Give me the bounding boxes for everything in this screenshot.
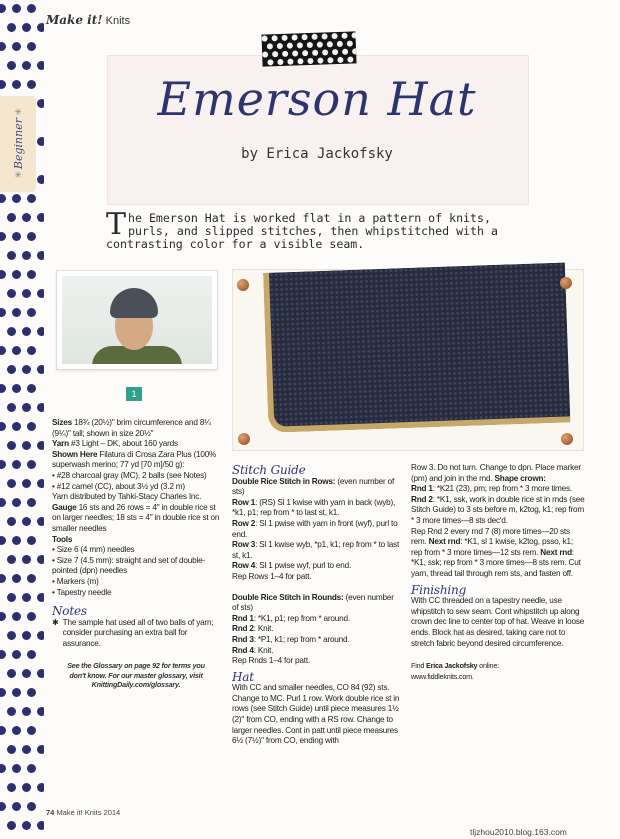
- dot: [0, 802, 6, 811]
- hat-heading: Hat: [232, 669, 254, 684]
- tape-dot: [337, 41, 343, 47]
- dot: [7, 251, 16, 260]
- dot: [37, 251, 44, 260]
- dot: [22, 707, 31, 716]
- pin-icon: [561, 433, 573, 445]
- page-number: 74: [46, 808, 55, 817]
- note-text: The sample hat used all of two balls of yarn; consider purchasing an extra ball for assurance.: [62, 617, 214, 648]
- dot: [0, 460, 6, 469]
- row-instruction: Row 2: Sl 1 pwise with yarn in front (wyf), purl to end.: [232, 518, 398, 539]
- designer-photo-frame: [56, 270, 218, 370]
- dot: [27, 346, 36, 355]
- dot: [37, 403, 44, 412]
- yarn-color-cc: • #12 camel (CC), about 3½ yd (3.2 m): [52, 481, 185, 491]
- dot: [22, 669, 31, 678]
- dot: [37, 213, 44, 222]
- dot: [37, 327, 44, 336]
- round-instruction: Rnd 3: *P1, k1; rep from * around.: [232, 634, 350, 644]
- tape-dot: [332, 49, 338, 55]
- dot: [27, 4, 36, 13]
- drop-cap: T: [106, 207, 127, 242]
- dot: [7, 669, 16, 678]
- dot: [7, 441, 16, 450]
- dot: [12, 802, 21, 811]
- pin-icon: [237, 279, 249, 291]
- round-instruction: Rnd 1: *K1, p1; rep from * around.: [232, 613, 350, 623]
- dot: [22, 213, 31, 222]
- tape-dot: [301, 34, 307, 40]
- tape-dot: [287, 43, 293, 49]
- crown-column: [411, 463, 585, 682]
- dot: [22, 821, 31, 830]
- dot: [0, 194, 6, 203]
- dot: [0, 764, 6, 773]
- dot: [22, 479, 31, 488]
- dot: [0, 384, 6, 393]
- dot: [37, 593, 44, 602]
- crown-decrease: Rep Rnd 2 every rnd 7 (8) more times—20 sts rem. Next rnd: *K1, sl 1 kwise, k2tog, psso, k1; rep from * 3 more times—12 sts rem. Next rnd: *K1, ssk; rep from * 3 more times—8 sts rem. Cut yarn, thread tail through rem sts, and fasten off.: [411, 526, 581, 578]
- dot: [22, 251, 31, 260]
- dot: [37, 745, 44, 754]
- author-byline: by Erica Jackofsky: [241, 146, 393, 162]
- designer-link: Find Erica Jackofsky online:: [411, 661, 499, 671]
- dot: [22, 517, 31, 526]
- designer-photo: [62, 276, 212, 364]
- dot: [37, 783, 44, 792]
- dot: [7, 821, 16, 830]
- tape-dot: [281, 35, 287, 41]
- rounds-title: Double Rice Stitch in Rounds: (even number of sts): [232, 592, 394, 613]
- tape-dot: [331, 33, 337, 39]
- dot: [12, 346, 21, 355]
- dot: [27, 384, 36, 393]
- dot: [22, 783, 31, 792]
- tape-dot: [311, 34, 317, 40]
- tool-item: • Size 6 (4 mm) needles: [52, 545, 135, 555]
- dot: [0, 270, 6, 279]
- dot: [22, 23, 31, 32]
- tape-dot: [327, 41, 333, 47]
- tape-dot: [341, 33, 347, 39]
- dot: [12, 232, 21, 241]
- difficulty-tab: [0, 96, 36, 192]
- spec-yarn: Yarn #3 Light – DK, about 160 yards: [52, 439, 178, 449]
- tool-item: • Size 7 (4.5 mm): straight and set of double-pointed (dpn) needles: [52, 555, 205, 576]
- tool-item: • Markers (m): [52, 576, 99, 586]
- tape-dot: [342, 49, 348, 55]
- dot: [22, 631, 31, 640]
- dot: [37, 61, 44, 70]
- dot: [0, 80, 6, 89]
- intro-paragraph: [106, 207, 506, 251]
- dot: [12, 726, 21, 735]
- dot: [27, 194, 36, 203]
- tape-dot: [322, 49, 328, 55]
- dot: [22, 555, 31, 564]
- yarn-color-mc: • #28 charcoal gray (MC), 2 balls (see Notes): [52, 470, 207, 480]
- section-name: Knits: [105, 15, 131, 27]
- note-item: [52, 618, 220, 650]
- dot: [22, 745, 31, 754]
- tape-dot: [277, 59, 283, 65]
- dot: [27, 270, 36, 279]
- dot: [27, 612, 36, 621]
- round-instruction: Rnd 1: *K21 (23), pm; rep from * 3 more times.: [411, 484, 572, 494]
- tools-label: Tools: [52, 534, 73, 544]
- dot: [37, 365, 44, 374]
- dot: [27, 232, 36, 241]
- dot: [7, 403, 16, 412]
- dot: [27, 802, 36, 811]
- dot: [12, 688, 21, 697]
- dot: [22, 289, 31, 298]
- dot: [37, 631, 44, 640]
- stitch-guide-column: [232, 461, 400, 747]
- dot: [12, 612, 21, 621]
- tape-dot: [291, 34, 297, 40]
- spec-shown-here: Shown Here Filatura di Crosa Zara Plus (100% superwash merino; 77 yd [70 m]/50 g):: [52, 449, 217, 470]
- dot: [37, 441, 44, 450]
- dot: [27, 422, 36, 431]
- watermark: tljzhou2010.blog.163.com: [470, 827, 567, 837]
- dot: [7, 213, 16, 222]
- dot: [7, 593, 16, 602]
- row-instruction: Row 3: Sl 1 kwise wyb, *p1, k1; rep from * to last st, k1.: [232, 540, 400, 560]
- brand-name: Make it!: [46, 13, 103, 27]
- tape-dot: [297, 58, 303, 64]
- dot: [0, 4, 6, 13]
- finishing-text: With CC threaded on a tapestry needle, use whipstitch to sew seam. Cont whipstitch up along crown dec line to center top of hat. Weave in loose ends. Block hat as desired, taking care not to stretch fabric beyond desired circumference.: [411, 596, 585, 648]
- dot: [7, 479, 16, 488]
- dot: [12, 270, 21, 279]
- dot: [12, 460, 21, 469]
- dot: [22, 593, 31, 602]
- dot: [7, 555, 16, 564]
- page-footer: [46, 808, 120, 817]
- star-icon: ✳: [14, 169, 22, 180]
- dot: [12, 194, 21, 203]
- notes-heading: Notes: [52, 604, 87, 619]
- dot: [7, 707, 16, 716]
- spec-gauge: Gauge 16 sts and 26 rows = 4" in double rice st on larger needles; 18 sts = 4" in double rice st on smaller needles: [52, 502, 220, 533]
- page-title: Emerson Hat: [157, 72, 477, 126]
- dot: [12, 422, 21, 431]
- tape-dot: [347, 40, 353, 46]
- tape-dot: [321, 33, 327, 39]
- dot: [0, 232, 6, 241]
- page-header: [46, 13, 130, 27]
- stitch-guide-heading: Stitch Guide: [232, 463, 306, 477]
- designer-url[interactable]: www.fiddleknits.com.: [411, 671, 474, 681]
- dot: [37, 707, 44, 716]
- dot: [37, 479, 44, 488]
- tape-dot: [271, 35, 277, 41]
- dot: [12, 650, 21, 659]
- dot: [7, 289, 16, 298]
- publication-name: Make it! Knits 2014: [56, 808, 121, 817]
- dot: [27, 308, 36, 317]
- dot: [22, 61, 31, 70]
- dot: [7, 365, 16, 374]
- dot: [0, 42, 6, 51]
- hat-instructions: With CC and smaller needles, CO 84 (92) sts. Change to MC. Purl 1 row. Work double rice st in rows (see Stitch Guide) until piece measures 1½ (2)" from CO, ending with a RS row. Change to larger needles. Cont in patt until piece measures 6½ (7½)" from CO, ending with: [232, 683, 400, 746]
- dot: [27, 764, 36, 773]
- tape-dot: [307, 42, 313, 48]
- dot: [37, 821, 44, 830]
- dot: [0, 688, 6, 697]
- dot: [22, 403, 31, 412]
- dot: [27, 80, 36, 89]
- dot: [7, 517, 16, 526]
- dot: [0, 422, 6, 431]
- dot: [12, 764, 21, 773]
- intro-text: he Emerson Hat is worked flat in a pattern of knits, purls, and slipped stitches, then whipstitched with a contrasting color for a visible seam.: [106, 211, 498, 251]
- round-instruction: Rnd 4: Knit.: [232, 645, 274, 655]
- tape-dot: [312, 50, 318, 56]
- dot: [7, 745, 16, 754]
- round-instruction: Rnd 2: *K1, ssk, work in double rice st in rnds (see Stitch Guide) to 3 sts before m, k2tog, k1; rep from * 3 more times—8 sts dec'd.: [411, 494, 585, 525]
- pin-icon: [560, 277, 572, 289]
- dot: [0, 308, 6, 317]
- dot: [22, 327, 31, 336]
- dot: [37, 23, 44, 32]
- rounds-repeat: Rep Rnds 1–4 for patt.: [232, 656, 310, 666]
- tape-dot: [351, 32, 356, 38]
- round-instruction: Rnd 2: Knit.: [232, 624, 274, 634]
- hat-continued: Row 3. Do not turn. Change to dpn. Place marker (pm) and join in the rnd. Shape crown:: [411, 463, 581, 483]
- dot: [37, 175, 44, 184]
- dot: [12, 536, 21, 545]
- washi-tape: [261, 31, 356, 66]
- tape-dot: [282, 51, 288, 57]
- row-instruction: Row 1: (RS) Sl 1 kwise with yarn in back (wyb), *k1, p1; rep from * to last st, k1.: [232, 497, 396, 518]
- tape-dot: [337, 57, 343, 63]
- knit-fabric-image: [263, 262, 570, 432]
- pin-icon: [238, 433, 250, 445]
- tape-dot: [262, 51, 268, 57]
- tape-dot: [317, 58, 323, 64]
- dot: [0, 498, 6, 507]
- yarn-distributor: Yarn distributed by Tahki-Stacy Charles Inc.: [52, 492, 202, 502]
- dot: [27, 688, 36, 697]
- finishing-heading: Finishing: [411, 582, 467, 597]
- tape-dot: [297, 42, 303, 48]
- dot: [0, 346, 6, 355]
- tape-dot: [267, 59, 273, 65]
- tape-dot: [317, 42, 323, 48]
- dot: [12, 4, 21, 13]
- specs-column: [52, 418, 220, 690]
- dot: [7, 631, 16, 640]
- tape-dot: [352, 48, 357, 54]
- rows-repeat: Rep Rows 1–4 for patt.: [232, 571, 312, 581]
- dot: [0, 650, 6, 659]
- dot: [27, 42, 36, 51]
- tape-dot: [302, 50, 308, 56]
- dot: [22, 441, 31, 450]
- dot: [27, 536, 36, 545]
- dot: [37, 99, 44, 108]
- dot: [0, 612, 6, 621]
- dot: [27, 650, 36, 659]
- dot: [0, 726, 6, 735]
- dot: [37, 555, 44, 564]
- dot: [0, 574, 6, 583]
- dot: [37, 137, 44, 146]
- glossary-note: See the Glossary on page 92 for terms you don't know. For our master glossary, visit KnittingDaily.com/glossary.: [67, 661, 205, 690]
- tape-dot: [292, 50, 298, 56]
- tape-dot: [277, 43, 283, 49]
- tape-dot: [347, 56, 353, 62]
- tape-dot: [272, 51, 278, 57]
- dot: [37, 289, 44, 298]
- tape-dot: [327, 57, 333, 63]
- dot: [22, 365, 31, 374]
- dot: [7, 783, 16, 792]
- tool-item: • Tapestry needle: [52, 587, 112, 597]
- dot: [0, 536, 6, 545]
- photo-number-badge: 1: [126, 387, 142, 401]
- tape-dot: [287, 59, 293, 65]
- rows-title: Double Rice Stitch in Rows: (even number of sts): [232, 476, 395, 497]
- dot: [12, 308, 21, 317]
- dot: [12, 42, 21, 51]
- star-icon: ✳: [14, 107, 22, 118]
- dot: [7, 23, 16, 32]
- dot: [12, 80, 21, 89]
- asterisk-icon: ✱: [52, 617, 59, 627]
- dot: [7, 327, 16, 336]
- dot: [12, 498, 21, 507]
- photo-beanie: [110, 288, 158, 318]
- dot: [37, 517, 44, 526]
- dot: [7, 61, 16, 70]
- row-instruction: Row 4: Sl 1 pwise wyf, purl to end.: [232, 561, 352, 571]
- dot: [27, 726, 36, 735]
- difficulty-label: Beginner: [11, 118, 25, 170]
- tape-dot: [262, 35, 268, 41]
- dot: [37, 669, 44, 678]
- dot: [27, 460, 36, 469]
- tape-dot: [307, 58, 313, 64]
- dot: [27, 498, 36, 507]
- dot: [12, 384, 21, 393]
- dot: [27, 574, 36, 583]
- spec-sizes: Sizes 18¾ (20½)" brim circumference and 8¼ (9¼)" tall; shown in size 20½": [52, 418, 211, 438]
- tape-dot: [267, 43, 273, 49]
- dot: [12, 574, 21, 583]
